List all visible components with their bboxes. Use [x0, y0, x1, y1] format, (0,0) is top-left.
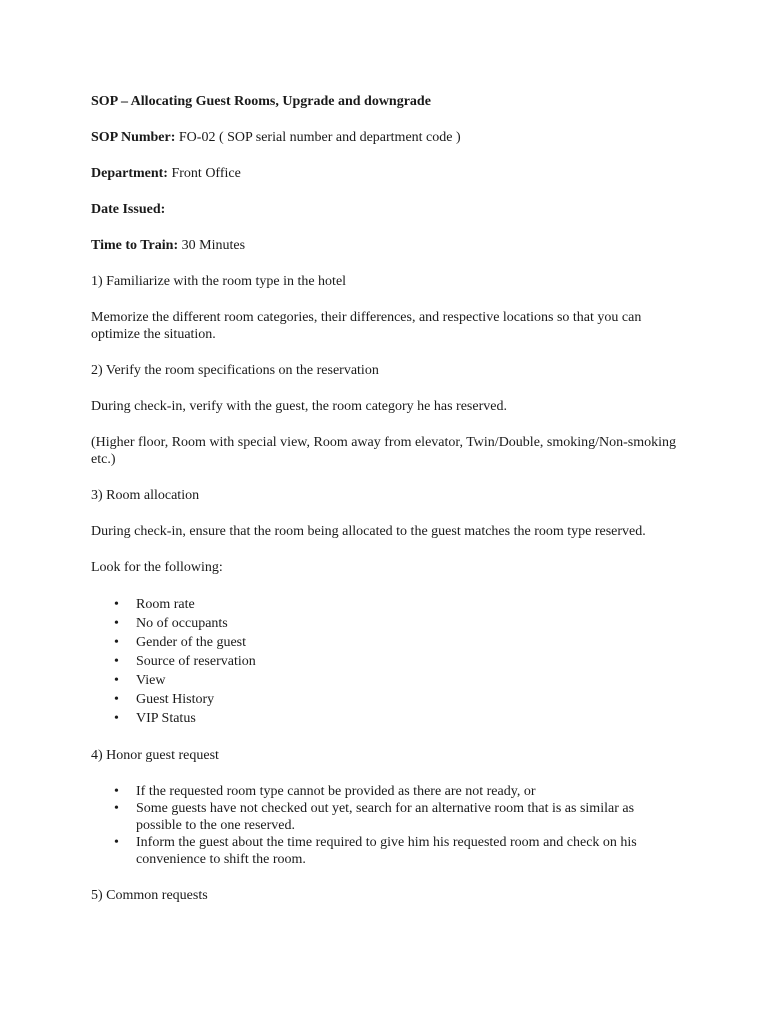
sop-number-label: SOP Number: — [91, 130, 176, 145]
sop-number-line — [91, 129, 681, 146]
list-item: • Guest History — [91, 690, 681, 709]
section-3-list — [91, 595, 681, 728]
sop-number-value: FO-02 ( SOP serial number and department code ) — [175, 130, 461, 145]
time-to-train-label: Time to Train: — [91, 238, 179, 253]
list-item: • Source of reservation — [91, 652, 681, 671]
section-3-body: During check-in, ensure that the room being allocated to the guest matches the room type reserved. — [91, 524, 646, 539]
department-line — [91, 165, 681, 182]
list-item: • View — [91, 671, 681, 690]
time-to-train-line — [91, 237, 681, 254]
department-value: Front Office — [167, 166, 241, 181]
list-item: • If the requested room type cannot be provided as there are not ready, or — [91, 783, 681, 800]
document-title: SOP – Allocating Guest Rooms, Upgrade and downgrade — [91, 94, 431, 109]
department-label: Department: — [91, 166, 168, 181]
section-5-heading: 5) Common requests — [91, 888, 208, 903]
list-item: • No of occupants — [91, 614, 681, 633]
list-item: • VIP Status — [91, 709, 681, 728]
section-3-lead: Look for the following: — [91, 560, 223, 575]
section-4-heading: 4) Honor guest request — [91, 748, 219, 763]
list-item: • Gender of the guest — [91, 633, 681, 652]
section-4-list — [91, 783, 681, 868]
document-page — [91, 93, 681, 904]
list-item: • Room rate — [91, 595, 681, 614]
time-to-train-value: 30 Minutes — [178, 238, 246, 253]
date-issued-line — [91, 201, 681, 218]
section-2-body: During check-in, verify with the guest, the room category he has reserved. — [91, 399, 507, 414]
section-3-heading: 3) Room allocation — [91, 488, 200, 503]
date-issued-label: Date Issued: — [91, 202, 166, 217]
section-2-note: (Higher floor, Room with special view, Room away from elevator, Twin/Double, smoking/Non-smoking etc.) — [91, 435, 677, 467]
list-item: • Inform the guest about the time required to give him his requested room and check on his convenience to shift the room. — [91, 834, 681, 868]
section-1-heading: 1) Familiarize with the room type in the hotel — [91, 274, 347, 289]
section-1-body: Memorize the different room categories, their differences, and respective locations so that you can optimize the situation. — [91, 310, 642, 342]
list-item: • Some guests have not checked out yet, search for an alternative room that is as similar as possible to the one reserved. — [91, 800, 681, 834]
section-2-heading: 2) Verify the room specifications on the reservation — [91, 363, 379, 378]
